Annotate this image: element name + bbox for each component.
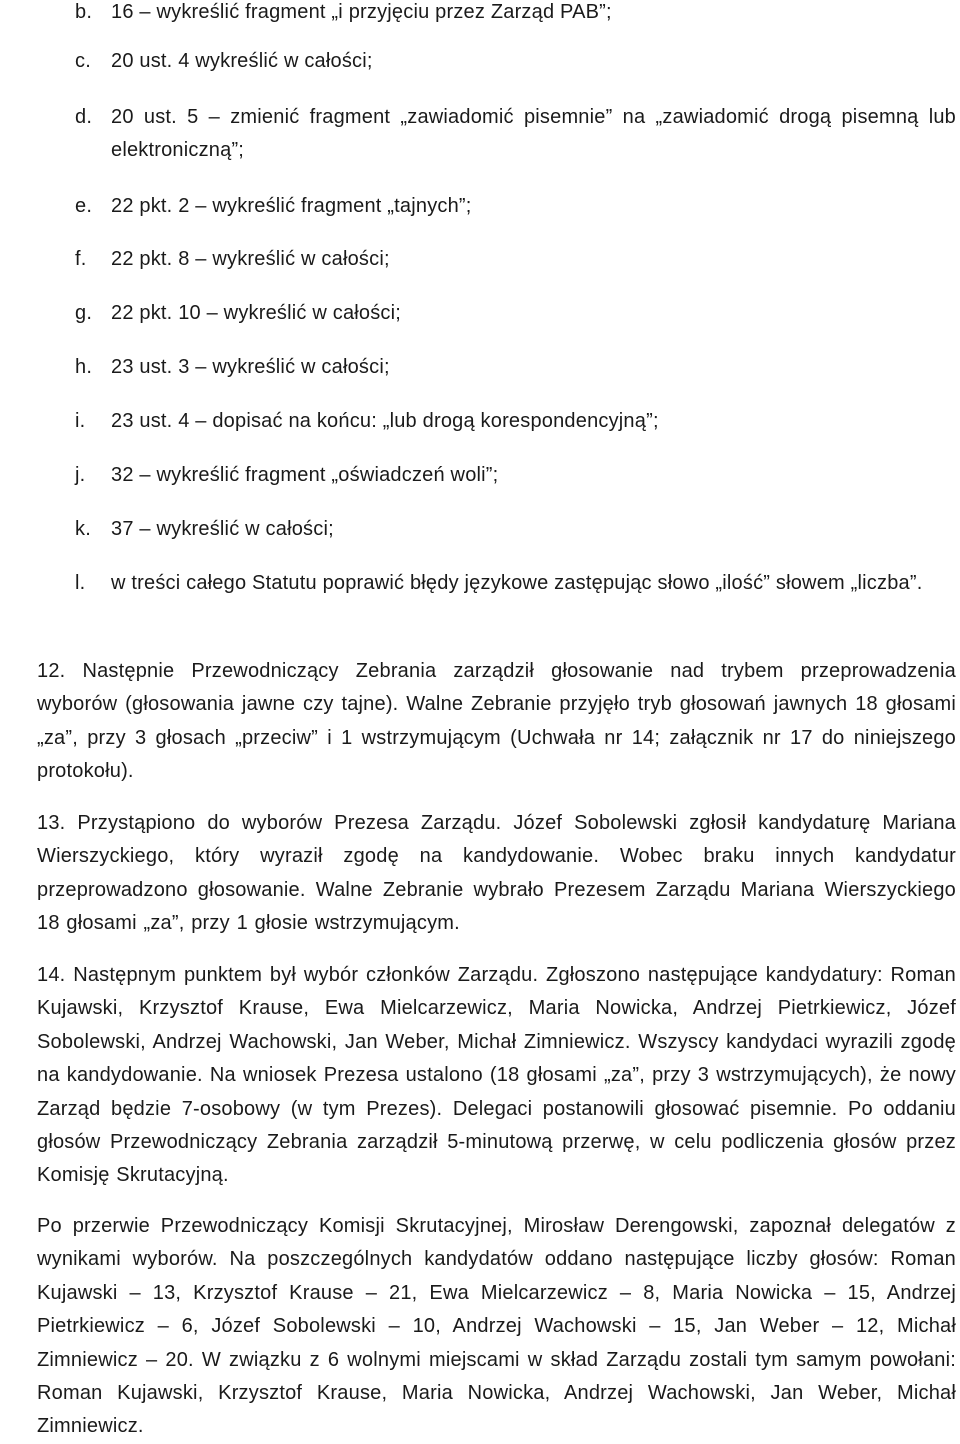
paragraph-number: 12. [37, 660, 66, 682]
list-item-text: 23 ust. 4 – dopisać na końcu: „lub drogą korespondencyjną”; [111, 410, 659, 432]
list-item-text: 22 pkt. 10 – wykreślić w całości; [111, 302, 402, 324]
paragraph-text: Następnie Przewodniczący Zebrania zarządził głosowanie nad trybem przeprowadzenia wyborów (głosowania jawne czy tajne). Walne Zebranie przyjęło tryb głosowań jawnych 18 głosami „za”, przy 3 głosach „przeciw” i 1 wstrzymującym (Uchwała nr 14; załącznik nr 17 do niniejszego protokołu). [37, 660, 956, 783]
list-marker: k. [75, 518, 91, 540]
list-marker: e. [75, 195, 93, 217]
paragraph-number: 14. [37, 964, 66, 986]
list-marker: l. [75, 572, 86, 594]
list-marker: d. [75, 106, 93, 128]
list-item-text: 20 ust. 5 – zmienić fragment „zawiadomić pisemnie” na „zawiadomić drogą pisemną lub elektroniczną”; [111, 106, 956, 161]
list-item-text: 23 ust. 3 – wykreślić w całości; [111, 356, 390, 378]
paragraph-14 [37, 959, 956, 1193]
paragraph-number: 13. [37, 812, 66, 834]
paragraph-text: Przystąpiono do wyborów Prezesa Zarządu. Józef Sobolewski zgłosił kandydaturę Mariana Wierszyckiego, który wyraził zgodę na kandydowanie. Wobec braku innych kandydatur przeprowadzono głosowanie. Walne Zebranie wybrało Prezesem Zarządu Mariana Wierszyckiego 18 głosami „za”, przy 1 głosie wstrzymującym. [37, 812, 956, 935]
list-item-text: 37 – wykreślić w całości; [111, 518, 334, 540]
list-marker: c. [75, 50, 91, 72]
list-marker: i. [75, 410, 86, 432]
paragraph-text: Po przerwie Przewodniczący Komisji Skrutacyjnej, Mirosław Derengowski, zapoznał delegatów z wynikami wyborów. Na poszczególnych kandydatów oddano następujące liczby głosów: Roman Kujawski – 13, Krzysztof Krause – 21, Ewa Mielcarzewicz – 8, Maria Nowicka – 15, Andrzej Pietrkiewicz – 6, Józef Sobolewski – 10, Andrzej Wachowski – 15, Jan Weber – 12, Michał Zimniewicz – 20. W związku z 6 wolnymi miejscami w skład Zarządu zostali tym samym powołani: Roman Kujawski, Krzysztof Krause, Maria Nowicka, Andrzej Wachowski, Jan Weber, Michał Zimniewicz. [37, 1215, 956, 1438]
list-marker: g. [75, 302, 93, 324]
list-item-text: w treści całego Statutu poprawić błędy językowe zastępując słowo „ilość” słowem „liczba”. [111, 572, 923, 594]
paragraph-election-results [37, 1210, 956, 1444]
list-item-text: 20 ust. 4 wykreślić w całości; [111, 50, 373, 72]
paragraph-13 [37, 807, 956, 941]
list-marker: b. [75, 1, 93, 23]
list-marker: h. [75, 356, 93, 378]
list-item-text: 22 pkt. 2 – wykreślić fragment „tajnych”; [111, 195, 472, 217]
paragraph-12 [37, 655, 956, 789]
list-item-text: 32 – wykreślić fragment „oświadczeń woli”; [111, 464, 499, 486]
list-marker: f. [75, 248, 87, 270]
list-item-text: 22 pkt. 8 – wykreślić w całości; [111, 248, 390, 270]
list-item-text: 16 – wykreślić fragment „i przyjęciu przez Zarząd PAB”; [111, 1, 612, 23]
list-marker: j. [75, 464, 86, 486]
paragraph-text: Następnym punktem był wybór członków Zarządu. Zgłoszono następujące kandydatury: Roman Kujawski, Krzysztof Krause, Ewa Mielcarzewicz, Maria Nowicka, Andrzej Pietrkiewicz, Józef Sobolewski, Andrzej Wachowski, Jan Weber, Michał Zimniewicz. Wszyscy kandydaci wyrazili zgodę na kandydowanie. Na wniosek Prezesa ustalono (18 głosami „za”, przy 3 wstrzymujących), że nowy Zarząd będzie 7-osobowy (w tym Prezes). Delegaci postanowili głosować pisemnie. Po oddaniu głosów Przewodniczący Zebrania zarządził 5-minutową przerwę, w celu podliczenia głosów przez Komisję Skrutacyjną. [37, 964, 956, 1187]
